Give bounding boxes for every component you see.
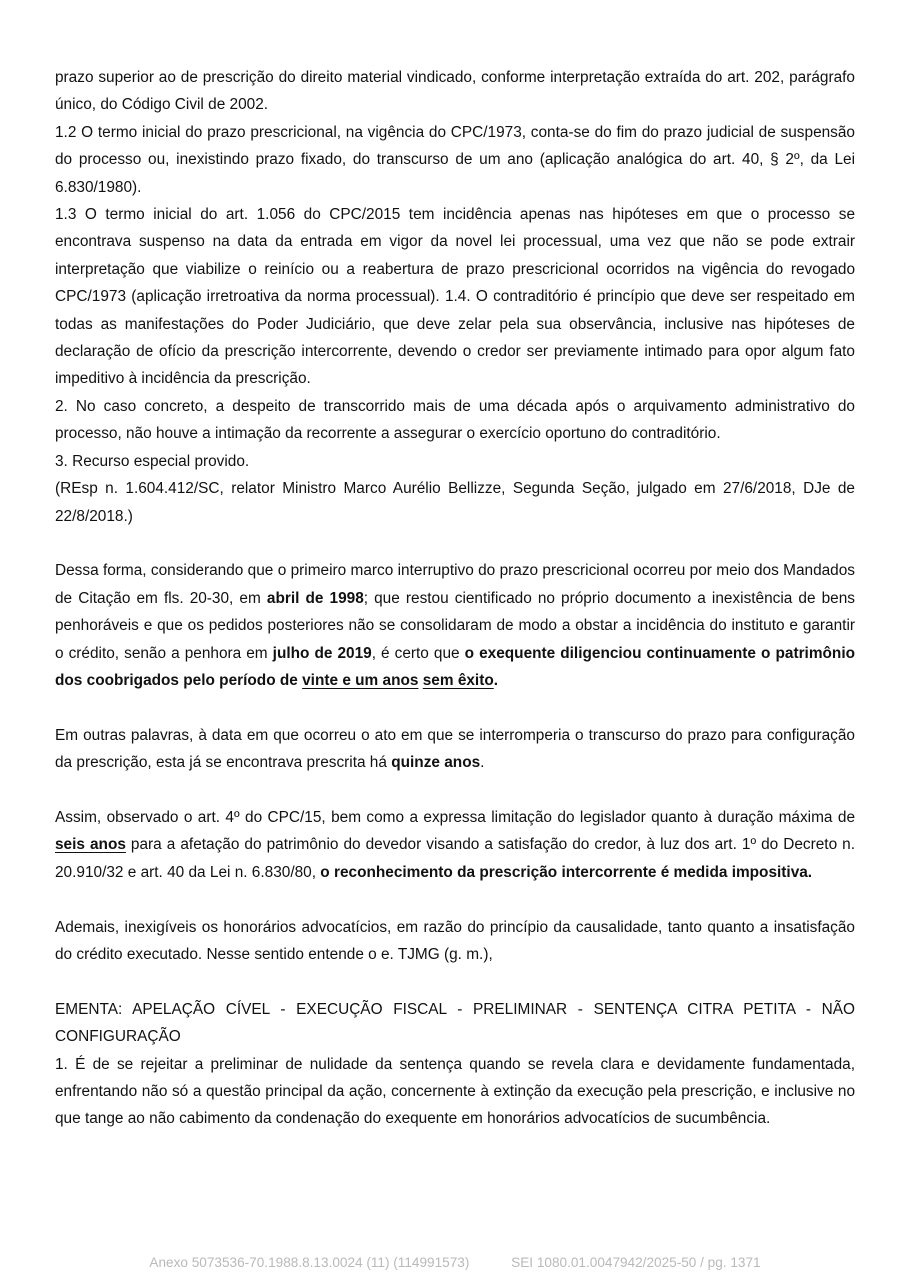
ementa-title: EMENTA: APELAÇÃO CÍVEL - EXECUÇÃO FISCAL - PRELIMINAR - SENTENÇA CITRA PETITA - NÃO CONFIGURAÇÃO: [55, 1000, 855, 1046]
text-run: , é certo que: [371, 644, 465, 662]
document-body: [55, 64, 855, 1133]
quote-paragraph: 1.3 O termo inicial do art. 1.056 do CPC/2015 tem incidência apenas nas hipóteses em que o processo se encontrava suspenso na data da entrada em vigor da novel lei processual, uma vez que não se pode extrair interpretação que viabilize o reinício ou a reabertura de prazo prescricional ocorridos na vigência do revogado CPC/1973 (aplicação irretroativa da norma processual). 1.4. O contraditório é princípio que deve ser respeitado em todas as manifestações do Poder Judiciário, que deve zelar pela sua observância, inclusive nas hipóteses de declaração de ofício da prescrição intercorrente, devendo o credor ser previamente intimado para opor algum fato impeditivo à incidência da prescrição.: [55, 206, 855, 388]
body-paragraph: [55, 557, 855, 694]
footer-annex: Anexo 5073536-70.1988.8.13.0024 (11) (114991573): [149, 1255, 470, 1270]
emphasis-underlined: sem êxito: [422, 671, 494, 689]
text-run: ; que restou cientificado no próprio documento a inexistência de bens penhoráveis e que os pedidos posteriores não se consolidaram de modo a obstar a incidência do instituto e garantir o crédito, senão a penhora em: [55, 589, 855, 662]
text-run: para a afetação do patrimônio do devedor visando a satisfação do credor, à luz dos art. 1º do Decreto n. 20.910/32 e art. 40 da Lei n. 6.830/80,: [55, 836, 855, 881]
text-run: Dessa forma, considerando que o primeiro marco interruptivo do prazo prescricional ocorreu por meio dos Mandados de Citação em fls. 20-30, em: [55, 562, 855, 607]
emphasis-duration: quinze anos: [391, 754, 481, 772]
quote-paragraph: prazo superior ao de prescrição do direito material vindicado, conforme interpretação extraída do art. 202, parágrafo único, do Código Civil de 2002.: [55, 69, 855, 114]
quote-citation: (REsp n. 1.604.412/SC, relator Ministro Marco Aurélio Bellizze, Segunda Seção, julgado em 27/6/2018, DJe de 22/8/2018.): [55, 480, 855, 525]
quote-paragraph: 1.2 O termo inicial do prazo prescricional, na vigência do CPC/1973, conta-se do fim do prazo judicial de suspensão do processo ou, inexistindo prazo fixado, do transcurso de um ano (aplicação analógica do art. 40, § 2º, da Lei 6.830/1980).: [55, 123, 855, 196]
emphasis-statement: o exequente diligenciou continuamente o patrimônio dos coobrigados pelo período de: [55, 644, 855, 689]
quote-paragraph: 2. No caso concreto, a despeito de transcorrido mais de uma década após o arquivamento administrativo do processo, não houve a intimação da recorrente a assegurar o exercício oportuno do contraditório.: [55, 397, 855, 443]
text-run: .: [493, 671, 499, 689]
body-paragraph: [55, 804, 855, 886]
text-run: Assim, observado o art. 4º do CPC/15, bem como a expressa limitação do legislador quanto à duração máxima de: [55, 808, 855, 826]
page-footer: [0, 1255, 910, 1270]
emphasis-date: abril de 1998: [266, 589, 364, 607]
emphasis-underlined: vinte e um anos: [302, 671, 419, 689]
emphasis-underlined: seis anos: [55, 836, 126, 854]
quote-paragraph: 3. Recurso especial provido.: [55, 452, 250, 470]
text-run: Em outras palavras, à data em que ocorreu o ato em que se interromperia o transcurso do prazo para configuração da prescrição, esta já se encontrava prescrita há: [55, 726, 855, 772]
body-paragraph: [55, 722, 855, 777]
footer-sei: SEI 1080.01.0047942/2025-50 / pg. 1371: [511, 1255, 761, 1270]
ementa-item: 1. É de se rejeitar a preliminar de nulidade da sentença quando se revela clara e devidamente fundamentada, enfrentando não só a questão principal da ação, concernente à extinção da execução pela prescrição, e inclusive no que tange ao não cabimento da condenação do exequente em honorários advocatícios de sucumbência.: [55, 1055, 855, 1128]
body-paragraph: Ademais, inexigíveis os honorários advocatícios, em razão do princípio da causalidade, tanto quanto a insatisfação do crédito executado. Nesse sentido entende o e. TJMG (g. m.),: [55, 918, 855, 963]
text-run: .: [480, 754, 485, 772]
emphasis-date: julho de 2019: [272, 644, 372, 662]
emphasis-conclusion: o reconhecimento da prescrição intercorrente é medida impositiva.: [320, 863, 813, 881]
